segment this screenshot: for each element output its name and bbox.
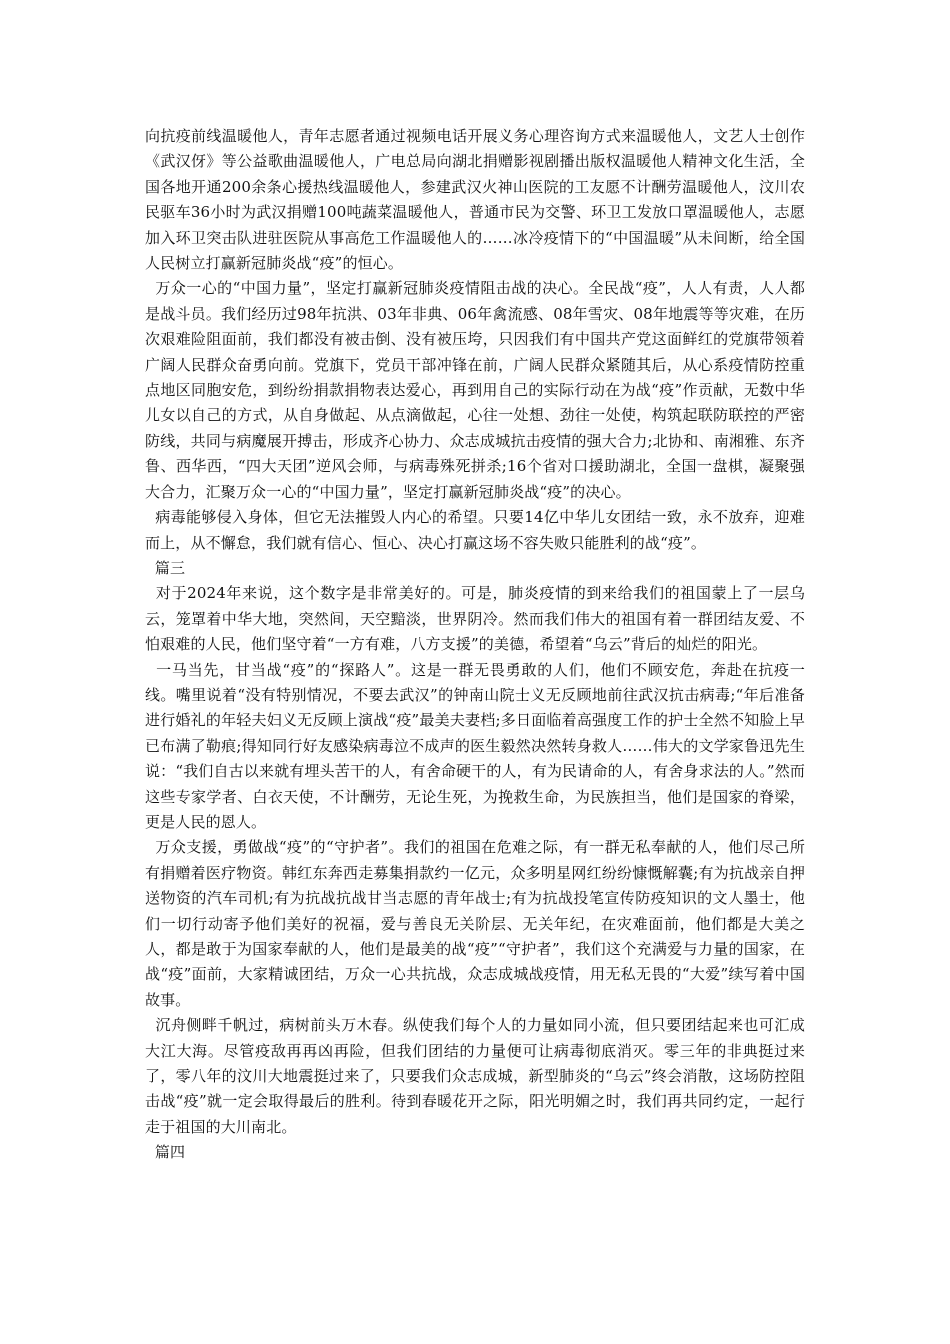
document-body	[145, 124, 805, 1166]
paragraph-guardians: 万众支援，勇做战“疫”的“守护者”。我们的祖国在危难之际，有一群无私奉献的人，他们尽己所有捐赠着医疗物资。韩红东奔西走募集捐款约一亿元，众多明星网红纷纷慷慨解囊;有为抗战亲自押送物资的汽车司机;有为抗战抗战甘当志愿的青年战士;有为抗战投笔宣传防疫知识的文人墨士，他们一切行动寄予他们美好的祝福，爱与善良无关阶层、无关年纪，在灾难面前，他们都是大美之人，都是敢于为国家奉献的人，他们是最美的战“疫”“守护者”，我们这个充满爱与力量的国家，在战“疫”面前，大家精诚团结，万众一心共抗战，众志成城战疫情，用无私无畏的“大爱”续写着中国故事。	[145, 838, 806, 1009]
paragraph-warmth: 向抗疫前线温暖他人，青年志愿者通过视频电话开展义务心理咨询方式来温暖他人，文艺人士创作《武汉伢》等公益歌曲温暖他人，广电总局向湖北捐赠影视剧播出版权温暖他人精神文化生活，全国各地开通200余条心援热线温暖他人，参建武汉火神山医院的工友愿不计酬劳温暖他人，汶川农民驱车36小时为武汉捐赠100吨蔬菜温暖他人，普通市民为交警、环卫工发放口罩温暖他人，志愿加入环卫突击队进驻医院从事高危工作温暖他人的……冰冷疫情下的“中国温暖”从未间断，给全国人民树立打赢新冠肺炎战“疫”的恒心。	[145, 127, 805, 273]
paragraph-year-2024: 对于2024年来说，这个数字是非常美好的。可是，肺炎疫情的到来给我们的祖国蒙上了一层乌云，笼罩着中华大地，突然间，天空黯淡，世界阴冷。然而我们伟大的祖国有着一群团结友爱、不怕艰难的人民，他们坚守着“一方有难，八方支援”的美德，希望着“乌云”背后的灿烂的阳光。	[145, 584, 805, 654]
paragraph-china-strength: 万众一心的“中国力量”，坚定打赢新冠肺炎疫情阻击战的决心。全民战“疫”，人人有责，人人都是战斗员。我们经历过98年抗洪、03年非典、06年禽流感、08年雪灾、08年地震等等灾难，在历次艰难险阻面前，我们都没有被击倒、没有被压垮，只因我们有中国共产党这面鲜红的党旗带领着广阔人民群众奋勇向前。党旗下，党员干部冲锋在前，广阔人民群众紧随其后，从心系疫情防控重点地区同胞安危，到纷纷捐款捐物表达爱心，再到用自己的实际行动在为战“疫”作贡献，无数中华儿女以自己的方式，从自身做起、从点滴做起，心往一处想、劲往一处使，构筑起联防联控的严密防线，共同与病魔展开搏击，形成齐心协力、众志成城抗击疫情的强大合力;北协和、南湘雅、东齐鲁、西华西，“四大天团”逆风会师，与病毒殊死拼杀;16个省对口援助湖北，全国一盘棋，凝聚强大合力，汇聚万众一心的“中国力量”，坚定打赢新冠肺炎战“疫”的决心。	[145, 279, 806, 501]
section-heading-part-four: 篇四	[145, 1143, 186, 1162]
paragraph-hope: 病毒能够侵入身体，但它无法摧毁人内心的希望。只要14亿中华儿女团结一致，永不放弃，迎难而上，从不懈怠，我们就有信心、恒心、决心打赢这场不容失败只能胜利的战“疫”。	[145, 508, 806, 552]
paragraph-victory: 沉舟侧畔千帆过，病树前头万木春。纵使我们每个人的力量如同小流，但只要团结起来也可汇成大江大海。尽管疫敌再再凶再险，但我们团结的力量便可让病毒彻底消灭。零三年的非典挺过来了，零八年的汶川大地震挺过来了，只要我们众志成城，新型肺炎的“乌云”终会消散，这场防控阻击战“疫”就一定会取得最后的胜利。待到春暖花开之际，阳光明媚之时，我们再共同约定，一起行走于祖国的大川南北。	[145, 1016, 805, 1136]
paragraph-pathfinders: 一马当先，甘当战“疫”的“探路人”。这是一群无畏勇敢的人们，他们不顾安危，奔赴在抗疫一线。嘴里说着“没有特别情况，不要去武汉”的钟南山院士义无反顾地前往武汉抗击病毒;“年后准备进行婚礼的年轻夫妇义无反顾上演战“疫”最美夫妻档;多日面临着高强度工作的护士全然不知脸上早已布满了勒痕;得知同行好友感染病毒泣不成声的医生毅然决然转身救人……伟大的文学家鲁迅先生说：“我们自古以来就有埋头苦干的人，有舍命硬干的人，有为民请命的人，有舍身求法的人。”然而这些专家学者、白衣天使，不计酬劳，无论生死，为挽救生命，为民族担当，他们是国家的脊梁，更是人民的恩人。	[145, 660, 805, 831]
section-heading-part-three: 篇三	[145, 558, 186, 577]
